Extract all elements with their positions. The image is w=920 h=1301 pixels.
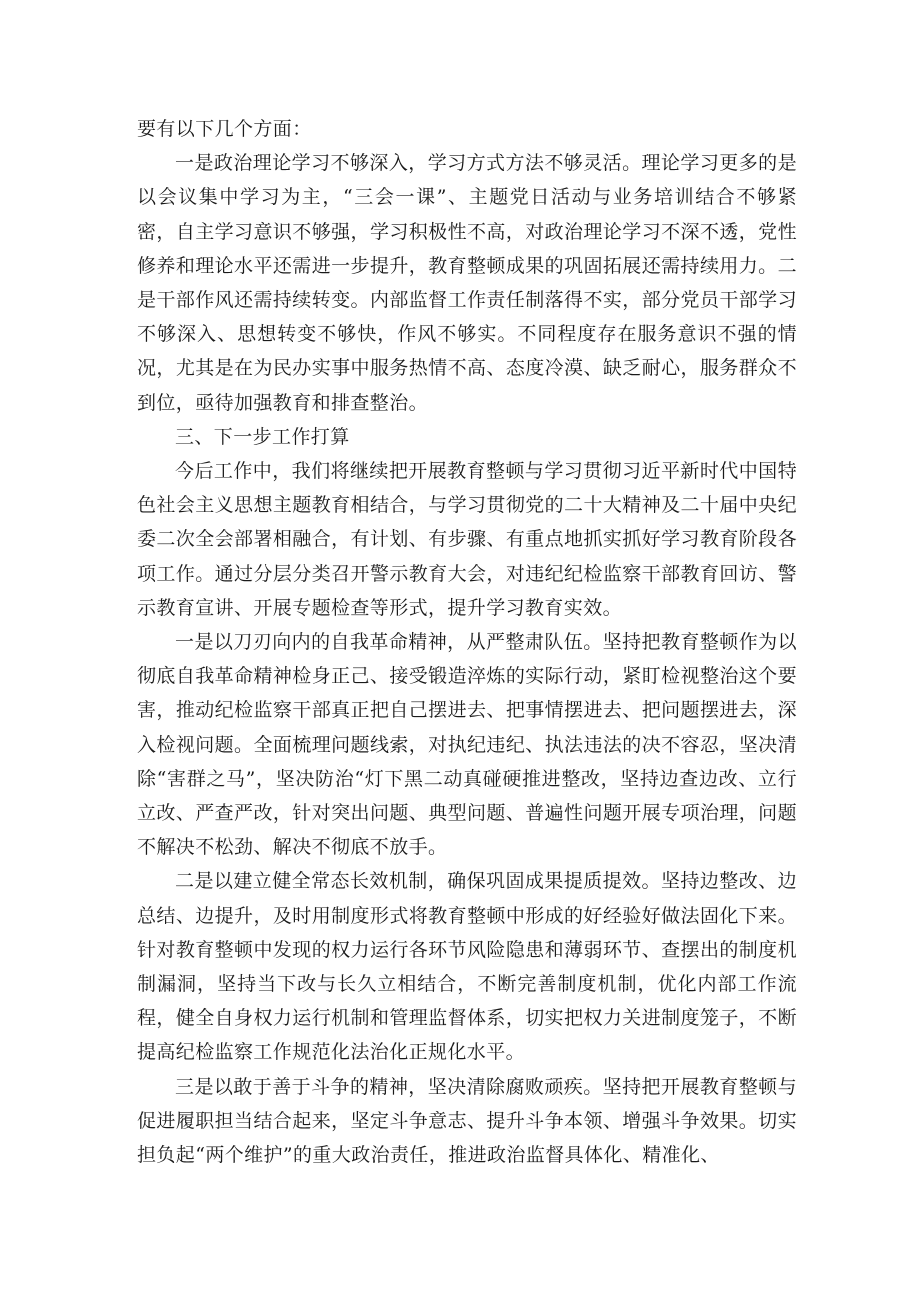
paragraph-point-one: 一是以刀刃向内的自我革命精神，从严整肃队伍。坚持把教育整顿作为以彻底自我革命精神检身正己、接受锻造淬炼的实际行动，紧盯检视整治这个要害，推动纪检监察干部真正把自己摆进去、把事情摆进去、把问题摆进去，深入检视问题。全面梳理问题线索，对执纪违纪、执法违法的决不容忍，坚决清除“害群之马”，坚决防治“灯下黑二动真碰硬推进整改，坚持边查边改、立行立改、严查严改，针对突出问题、典型问题、普遍性问题开展专项治理，问题不解决不松劲、解决不彻底不放手。	[137, 631, 797, 859]
paragraph-point-two: 二是以建立健全常态长效机制，确保巩固成果提质提效。坚持边整改、边总结、边提升，及时用制度形式将教育整顿中形成的好经验好做法固化下来。针对教育整顿中发现的权力运行各环节风险隐患和薄弱环节、查摆出的制度机制漏洞，坚持当下改与长久立相结合，不断完善制度机制，优化内部工作流程，健全自身权力运行机制和管理监督体系，切实把权力关进制度笼子，不断提高纪检监察工作规范化法治化正规化水平。	[137, 870, 797, 1064]
paragraph-lead-in: 要有以下几个方面：	[137, 118, 312, 140]
paragraph-future-work: 今后工作中，我们将继续把开展教育整顿与学习贯彻习近平新时代中国特色社会主义思想主题教育相结合，与学习贯彻党的二十大精神及二十届中央纪委二次全会部署相融合，有计划、有步骤、有重点地抓实抓好学习教育阶段各项工作。通过分层分类召开警示教育大会，对违纪纪检监察干部教育回访、警示教育宣讲、开展专题检查等形式，提升学习教育实效。	[137, 460, 797, 619]
paragraph-point-three: 三是以敢于善于斗争的精神，坚决清除腐败顽疾。坚持把开展教育整顿与促进履职担当结合起来，坚定斗争意志、提升斗争本领、增强斗争效果。切实担负起“两个维护”的重大政治责任，推进政治监督具体化、精准化、	[137, 1075, 797, 1167]
section-heading-next-steps: 三、下一步工作打算	[175, 425, 350, 448]
paragraph-problems: 一是政治理论学习不够深入，学习方式方法不够灵活。理论学习更多的是以会议集中学习为主，“三会一课”、主题党日活动与业务培训结合不够紧密，自主学习意识不够强，学习积极性不高，对政治理论学习不深不透，党性修养和理论水平还需进一步提升，教育整顿成果的巩固拓展还需持续用力。二是干部作风还需持续转变。内部监督工作责任制落得不实，部分党员干部学习不够深入、思想转变不够快，作风不够实。不同程度存在服务意识不强的情况，尤其是在为民办实事中服务热情不高、态度冷漠、缺乏耐心，服务群众不到位，亟待加强教育和排查整治。	[137, 152, 797, 414]
document-body	[137, 112, 797, 1172]
